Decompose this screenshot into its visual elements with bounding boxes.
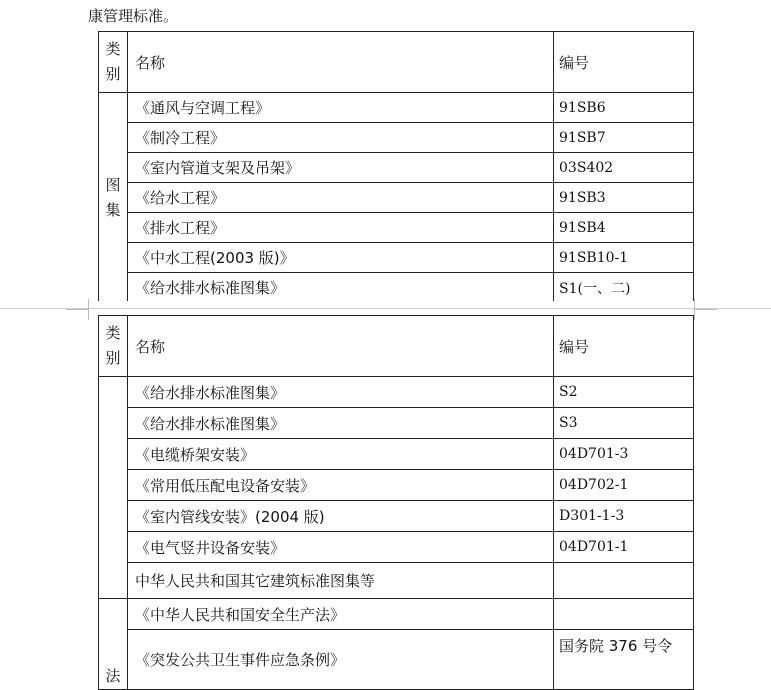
name-cell: 《给水排水标准图集》 <box>128 273 554 303</box>
code-cell: S2 <box>554 377 694 408</box>
code-cell: 03S402 <box>554 153 694 183</box>
code-cell: 91SB7 <box>554 123 694 153</box>
table-row <box>99 153 694 183</box>
header-category-char: 类 <box>105 40 121 58</box>
header-category-char: 别 <box>105 349 121 367</box>
category-cell <box>99 377 128 599</box>
table-row <box>99 123 694 153</box>
page-corner-mark <box>694 309 717 320</box>
name-cell: 《中华人民共和国安全生产法》 <box>128 599 554 630</box>
header-code-cell: 编号 <box>554 316 694 377</box>
name-cell: 《中水工程(2003 版)》 <box>128 243 554 273</box>
code-cell: S1(一、二) <box>554 273 694 303</box>
header-category-cell <box>99 32 128 93</box>
name-cell: 《通风与空调工程》 <box>128 93 554 123</box>
name-cell: 《常用低压配电设备安装》 <box>128 470 554 501</box>
page-break-line <box>0 308 771 309</box>
standards-table-1 <box>98 31 694 303</box>
name-cell: 《室内管线安装》(2004 版) <box>128 501 554 532</box>
table-row <box>99 532 694 563</box>
table-row <box>99 377 694 408</box>
header-category-char: 类 <box>105 324 121 342</box>
code-cell <box>554 599 694 630</box>
table-header-row <box>99 32 694 93</box>
name-cell: 《制冷工程》 <box>128 123 554 153</box>
table-row <box>99 501 694 532</box>
code-cell: 91SB4 <box>554 213 694 243</box>
page-corner-mark <box>66 309 89 320</box>
category-char: 集 <box>105 200 121 219</box>
table-row <box>99 408 694 439</box>
table-row <box>99 243 694 273</box>
code-cell: 04D702-1 <box>554 470 694 501</box>
code-cell <box>554 630 694 690</box>
code-cell: 91SB3 <box>554 183 694 213</box>
table-row <box>99 630 694 690</box>
code-cell: D301-1-3 <box>554 501 694 532</box>
name-cell: 《给水工程》 <box>128 183 554 213</box>
category-char: 图 <box>105 175 121 194</box>
name-cell: 《电缆桥架安装》 <box>128 439 554 470</box>
category-char: 法 <box>105 667 121 685</box>
category-cell <box>99 599 128 690</box>
table-row <box>99 470 694 501</box>
header-category-char: 别 <box>105 65 121 83</box>
header-code-cell: 编号 <box>554 32 694 93</box>
code-cell: S3 <box>554 408 694 439</box>
code-text: 国务院 376 号令 <box>559 637 673 655</box>
name-cell: 《突发公共卫生事件应急条例》 <box>128 630 554 690</box>
table-row <box>99 599 694 630</box>
header-category-cell <box>99 316 128 377</box>
name-cell: 《电气竖井设备安装》 <box>128 532 554 563</box>
table-row <box>99 273 694 303</box>
header-name-cell: 名称 <box>128 32 554 93</box>
header-name-cell: 名称 <box>128 316 554 377</box>
code-cell: 04D701-3 <box>554 439 694 470</box>
code-cell: 91SB6 <box>554 93 694 123</box>
table-header-row <box>99 316 694 377</box>
name-cell: 《室内管道支架及吊架》 <box>128 153 554 183</box>
name-cell: 《给水排水标准图集》 <box>128 377 554 408</box>
code-cell <box>554 563 694 599</box>
table-row <box>99 563 694 599</box>
category-cell <box>99 93 128 303</box>
name-cell: 《给水排水标准图集》 <box>128 408 554 439</box>
table-row <box>99 183 694 213</box>
lead-text: 康管理标准。 <box>88 7 179 25</box>
code-cell: 04D701-1 <box>554 532 694 563</box>
name-cell: 中华人民共和国其它建筑标准图集等 <box>128 563 554 599</box>
table-row <box>99 213 694 243</box>
name-cell: 《排水工程》 <box>128 213 554 243</box>
standards-table-2 <box>98 315 694 690</box>
table-row <box>99 93 694 123</box>
table-row <box>99 439 694 470</box>
code-cell: 91SB10-1 <box>554 243 694 273</box>
